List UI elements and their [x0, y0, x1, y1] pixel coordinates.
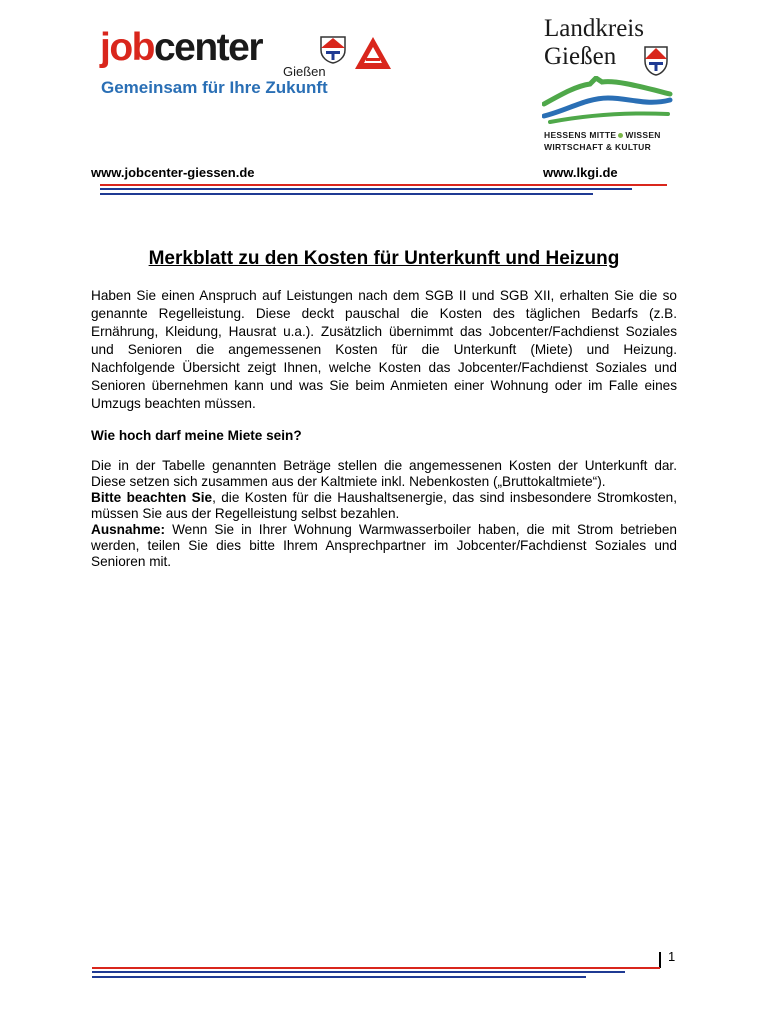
- section-heading: Wie hoch darf meine Miete sein?: [91, 428, 302, 443]
- landscape-hills-icon: [542, 76, 674, 126]
- intro-line: Umzugs beachten müssen.: [91, 396, 256, 411]
- section-line: Senioren mit.: [91, 554, 172, 569]
- intro-line: Nachfolgende Übersicht zeigt Ihnen, welche Kosten das Jobcenter/Fachdienst Soziales und: [91, 360, 677, 375]
- header-rule-red: [100, 184, 667, 186]
- ausnahme-text: Wenn Sie in Ihrer Wohnung Warmwasserboiler haben, die mit Strom betrieben: [165, 522, 677, 537]
- header-rule-blue-long: [100, 188, 632, 190]
- green-dot-icon: [618, 133, 623, 138]
- tagline-wissen: WISSEN: [625, 130, 661, 140]
- jobcenter-word-job: job: [100, 26, 154, 69]
- landkreis-name-line2: Gießen: [544, 43, 617, 70]
- section-body: [91, 458, 677, 570]
- intro-line: Senioren übernehmen kann und was Sie beim Anmieten einer Wohnung oder im Falle eines: [91, 378, 677, 393]
- landkreis-logo: [540, 14, 680, 159]
- section-line: Diese setzen sich zusammen aus der Kaltmiete inkl. Nebenkosten („Bruttokaltmiete“).: [91, 474, 606, 489]
- intro-paragraph: [91, 287, 677, 413]
- intro-line: und Senioren die angemessenen Kosten für die Unterkunft (Miete) und Heizung.: [91, 342, 677, 357]
- jobcenter-website-link[interactable]: www.jobcenter-giessen.de: [91, 165, 255, 180]
- jobcenter-logo: [100, 28, 400, 98]
- section-line: Die in der Tabelle genannten Beträge stellen die angemessenen Kosten der Unterkunft dar.: [91, 458, 677, 473]
- intro-line: genannte Regelleistung. Diese deckt pauschal die Kosten des täglichen Bedarfs (z.B.: [91, 306, 677, 321]
- landkreis-crest-icon: [644, 46, 668, 76]
- landkreis-tagline-1: [544, 130, 661, 140]
- page-number: 1: [668, 949, 676, 964]
- section-line: müssen Sie aus der Regelleistung selbst bezahlen.: [91, 506, 400, 521]
- bitte-beachten-text: , die Kosten für die Haushaltsenergie, das sind insbesondere Stromkosten,: [212, 490, 677, 505]
- header-rule-blue-short: [100, 193, 593, 195]
- footer-rule-right-stub: [659, 952, 661, 968]
- ausnahme-label: Ausnahme:: [91, 522, 166, 537]
- intro-line: Ernährung, Kleidung, Hausrat u.a.). Zusätzlich übernimmt das Jobcenter/Fachdienst Soziales: [91, 324, 677, 339]
- jobcenter-wordmark: [100, 28, 262, 68]
- page-title: Merkblatt zu den Kosten für Unterkunft und Heizung: [148, 248, 620, 269]
- bitte-beachten-label: Bitte beachten Sie: [91, 490, 213, 505]
- landkreis-tagline-2: WIRTSCHAFT & KULTUR: [544, 142, 652, 152]
- jobcenter-city: Gießen: [283, 64, 326, 79]
- ausnahme-line: [91, 522, 677, 538]
- section-line: werden, teilen Sie dies bitte Ihrem Ansprechpartner im Jobcenter/Fachdienst Soziales und: [91, 538, 677, 553]
- bitte-beachten-line: [91, 490, 677, 506]
- intro-line: Haben Sie einen Anspruch auf Leistungen nach dem SGB II und SGB XII, erhalten Sie die so: [91, 288, 677, 303]
- arbeitsagentur-arrow-icon: [354, 36, 392, 70]
- footer-rule-blue-short: [92, 976, 586, 978]
- landkreis-website-link[interactable]: www.lkgi.de: [543, 165, 618, 180]
- footer-rule-blue-long: [92, 971, 625, 973]
- tagline-hessens-mitte: HESSENS MITTE: [544, 130, 617, 140]
- landkreis-name-line1: Landkreis: [544, 15, 644, 42]
- giessen-crest-icon: [320, 36, 346, 64]
- jobcenter-word-center: center: [153, 26, 263, 69]
- footer-rule-red: [92, 967, 660, 969]
- jobcenter-slogan: Gemeinsam für Ihre Zukunft: [101, 78, 328, 97]
